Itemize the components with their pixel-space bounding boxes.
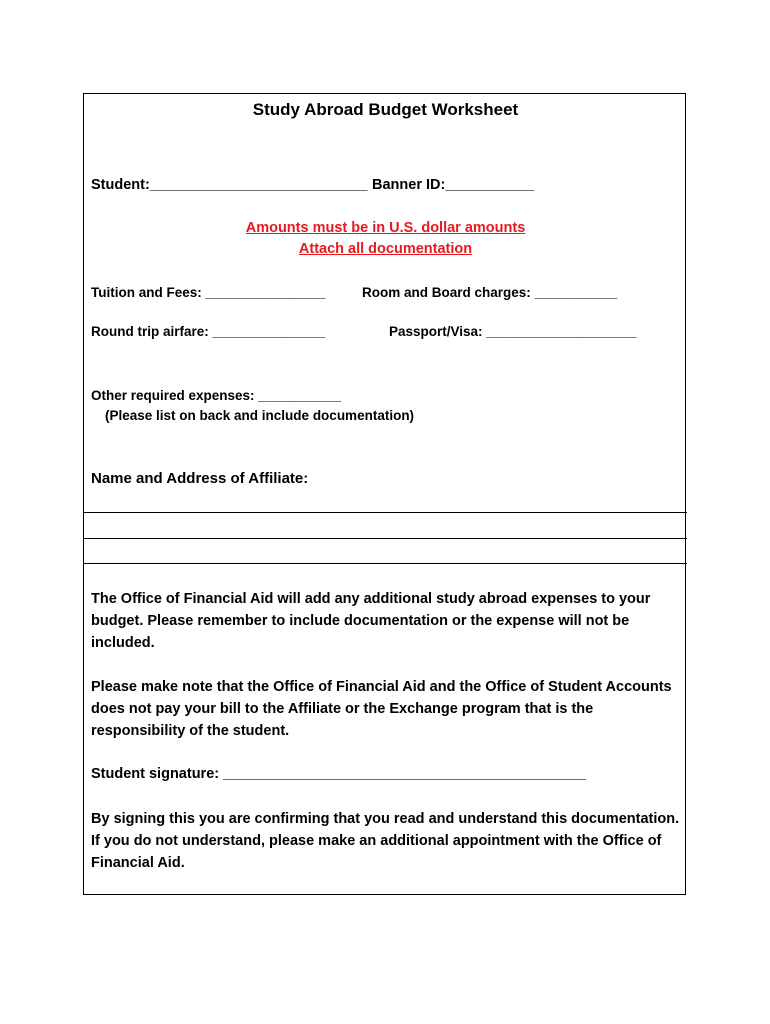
affiliate-line-1 bbox=[84, 512, 687, 513]
form-title: Study Abroad Budget Worksheet bbox=[252, 100, 519, 119]
student-signature-field[interactable]: Student signature: _____________________________________________ bbox=[91, 766, 587, 782]
student-accounts-paragraph: Please make note that the Office of Financial Aid and the Office of Student Accounts does not pay your bill to the Affiliate or the Exchange program that is the responsibility of the student. bbox=[91, 679, 672, 739]
financial-aid-paragraph: The Office of Financial Aid will add any additional study abroad expenses to your budget. Please remember to include documentation or the expense will not be included. bbox=[91, 591, 651, 651]
affiliate-line-2 bbox=[84, 538, 687, 539]
passport-visa-field[interactable]: Passport/Visa: ____________________ bbox=[389, 324, 637, 339]
confirmation-paragraph: By signing this you are confirming that you read and understand this documentation. If you do not understand, please make an additional appointment with the Office of Financial Aid. bbox=[91, 811, 680, 871]
affiliate-label: Name and Address of Affiliate: bbox=[91, 470, 309, 487]
other-expenses-note: (Please list on back and include documentation) bbox=[105, 408, 415, 423]
notice-attach-documentation: Attach all documentation bbox=[298, 241, 473, 257]
student-field[interactable] bbox=[91, 177, 368, 193]
student-label: Student: bbox=[91, 177, 150, 193]
banner-id-label: Banner ID: bbox=[372, 177, 446, 193]
worksheet-form bbox=[83, 93, 686, 895]
tuition-fees-field[interactable]: Tuition and Fees: ________________ bbox=[91, 285, 326, 300]
room-board-field[interactable]: Room and Board charges: ___________ bbox=[362, 285, 618, 300]
student-blank[interactable]: ___________________________ bbox=[149, 177, 368, 193]
other-expenses-field[interactable]: Other required expenses: ___________ bbox=[91, 388, 341, 403]
notice-dollar-amounts: Amounts must be in U.S. dollar amounts bbox=[245, 220, 526, 236]
affiliate-line-3 bbox=[84, 563, 687, 564]
banner-id-blank[interactable]: ___________ bbox=[445, 177, 535, 193]
banner-id-field[interactable] bbox=[372, 177, 534, 193]
airfare-field[interactable]: Round trip airfare: _______________ bbox=[91, 324, 326, 339]
